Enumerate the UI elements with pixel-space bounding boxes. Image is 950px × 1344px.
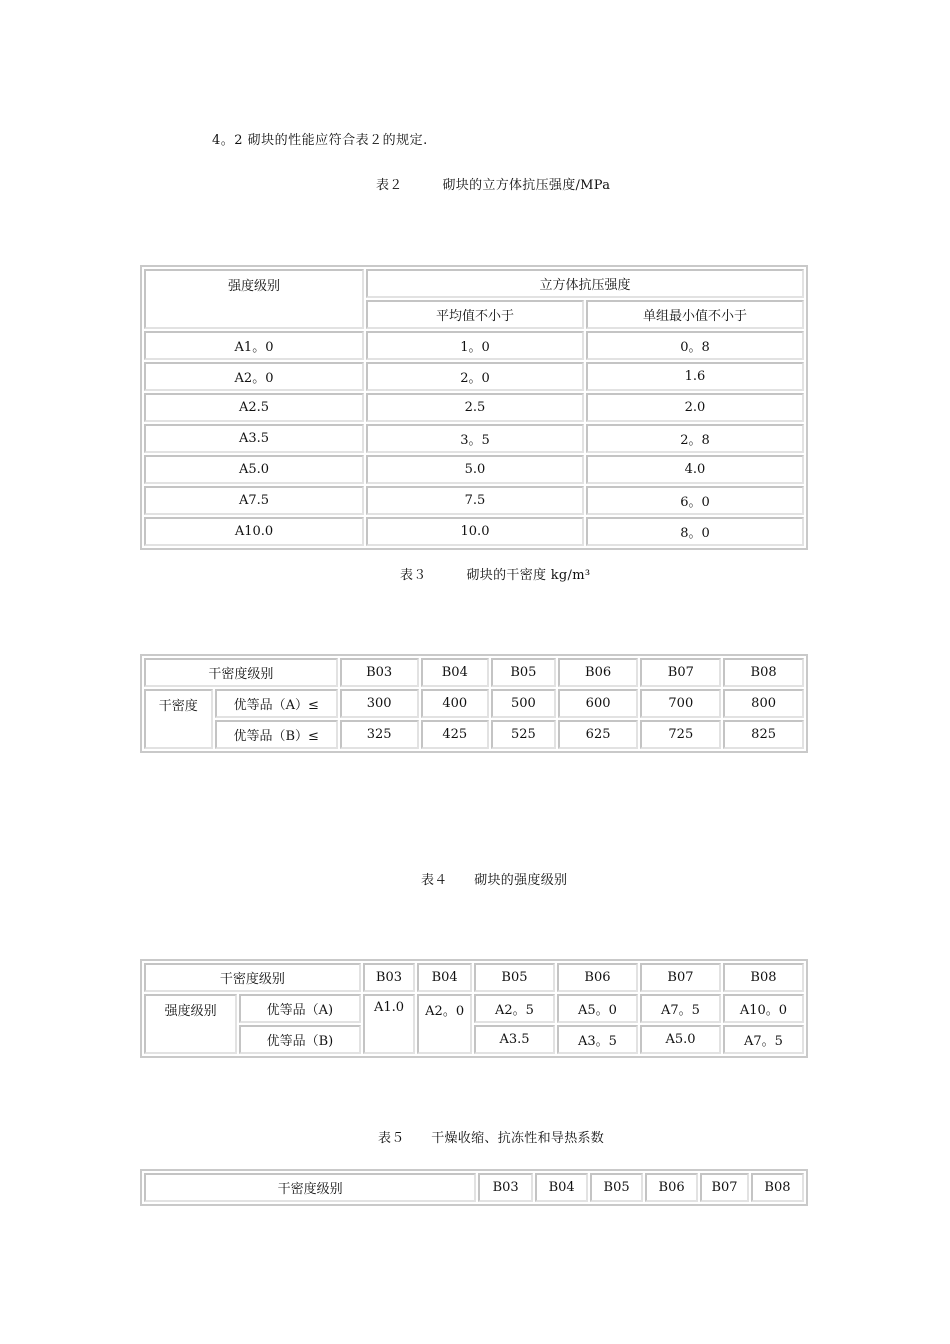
table-row [144, 720, 804, 749]
table4-grade: B05 [474, 963, 555, 992]
table5-grade: B05 [590, 1173, 643, 1202]
table2-cell: 1。0 [366, 331, 584, 360]
table2-cell: A5.0 [144, 455, 364, 484]
table2-cell: 0。8 [586, 331, 804, 360]
table4-grade: B06 [557, 963, 638, 992]
table3-cell: 425 [421, 720, 490, 749]
table3-row-label: 优等品（B）≤ [215, 720, 338, 749]
table2-cell: 6。0 [586, 486, 804, 515]
table2-cell: 1.6 [586, 362, 804, 391]
table3-row-group: 干密度 [144, 689, 213, 749]
table4-merged-cell: A2。0 [417, 994, 472, 1054]
table3-caption: 表３ 砌块的干密度 kg/m³ [400, 568, 591, 583]
table3-cell: 725 [640, 720, 721, 749]
table2-cell: 3。5 [366, 424, 584, 453]
table4-caption: 表４ 砌块的强度级别 [421, 873, 568, 888]
table2-cell: A1。0 [144, 331, 364, 360]
table-row [144, 1025, 804, 1054]
table3-cell: 700 [640, 689, 721, 718]
table-row [144, 362, 804, 391]
table-row [144, 486, 804, 515]
table5-caption: 表５ 干燥收缩、抗冻性和导热系数 [378, 1131, 605, 1146]
table2-header-min: 单组最小值不小于 [586, 300, 804, 329]
table2-header-grade: 强度级别 [144, 269, 364, 329]
table3-grade: B06 [558, 658, 639, 687]
table3-cell: 825 [723, 720, 804, 749]
table2-cell: 5.0 [366, 455, 584, 484]
table5-grade: B03 [478, 1173, 533, 1202]
table3-cell: 525 [491, 720, 556, 749]
table4-row-label: 优等品（B) [239, 1025, 361, 1054]
table2-cell: A2.5 [144, 393, 364, 422]
table2-caption: 表２ 砌块的立方体抗压强度/MPa [376, 178, 611, 193]
table3-cell: 600 [558, 689, 639, 718]
table5-grade: B08 [751, 1173, 804, 1202]
table2-cell: 2.5 [366, 393, 584, 422]
table3-header-label: 干密度级别 [144, 658, 338, 687]
table4-grade: B07 [640, 963, 721, 992]
table4-cell: A3.5 [474, 1025, 555, 1054]
table3-row-label: 优等品（A）≤ [215, 689, 338, 718]
table-row [144, 689, 804, 718]
table5 [140, 1169, 808, 1206]
table3-cell: 400 [421, 689, 490, 718]
table4-row-group: 强度级别 [144, 994, 237, 1054]
table2-cell: 7.5 [366, 486, 584, 515]
table3-grade: B07 [640, 658, 721, 687]
table5-grade: B04 [535, 1173, 588, 1202]
table3-cell: 325 [340, 720, 419, 749]
table4-cell: A5。0 [557, 994, 638, 1023]
table-row [144, 455, 804, 484]
table5-grade: B06 [645, 1173, 698, 1202]
table4 [140, 959, 808, 1058]
table3-grade: B08 [723, 658, 804, 687]
table3-cell: 300 [340, 689, 419, 718]
table3-grade: B03 [340, 658, 419, 687]
table2 [140, 265, 808, 550]
table2-cell: A3.5 [144, 424, 364, 453]
table4-grade: B03 [363, 963, 416, 992]
table2-cell: 2。8 [586, 424, 804, 453]
table3 [140, 654, 808, 753]
table4-cell: A10。0 [723, 994, 804, 1023]
table2-cell: 8。0 [586, 517, 804, 546]
table2-cell: A2。0 [144, 362, 364, 391]
table-row [144, 517, 804, 546]
table2-header-strength: 立方体抗压强度 [366, 269, 804, 298]
table4-cell: A7。5 [723, 1025, 804, 1054]
table5-grade: B07 [700, 1173, 749, 1202]
table4-grade: B08 [723, 963, 804, 992]
table-row [144, 994, 804, 1023]
table3-grade: B04 [421, 658, 490, 687]
table2-cell: A7.5 [144, 486, 364, 515]
intro-paragraph: 4。2 砌块的性能应符合表２的规定. [212, 133, 428, 148]
table5-header-label: 干密度级别 [144, 1173, 476, 1202]
table4-cell: A2。5 [474, 994, 555, 1023]
table2-cell: A10.0 [144, 517, 364, 546]
table-row [144, 424, 804, 453]
table2-header-avg: 平均值不小于 [366, 300, 584, 329]
table2-cell: 10.0 [366, 517, 584, 546]
table4-cell: A3。5 [557, 1025, 638, 1054]
table3-cell: 800 [723, 689, 804, 718]
table4-header-label: 干密度级别 [144, 963, 361, 992]
table-row [144, 393, 804, 422]
table-row [144, 331, 804, 360]
table4-cell: A7。5 [640, 994, 721, 1023]
table3-grade: B05 [491, 658, 556, 687]
table2-cell: 4.0 [586, 455, 804, 484]
table4-cell: A5.0 [640, 1025, 721, 1054]
table4-grade: B04 [417, 963, 472, 992]
table3-cell: 625 [558, 720, 639, 749]
table2-cell: 2。0 [366, 362, 584, 391]
table3-cell: 500 [491, 689, 556, 718]
table2-cell: 2.0 [586, 393, 804, 422]
table4-merged-cell: A1.0 [363, 994, 416, 1054]
table4-row-label: 优等品（A) [239, 994, 361, 1023]
